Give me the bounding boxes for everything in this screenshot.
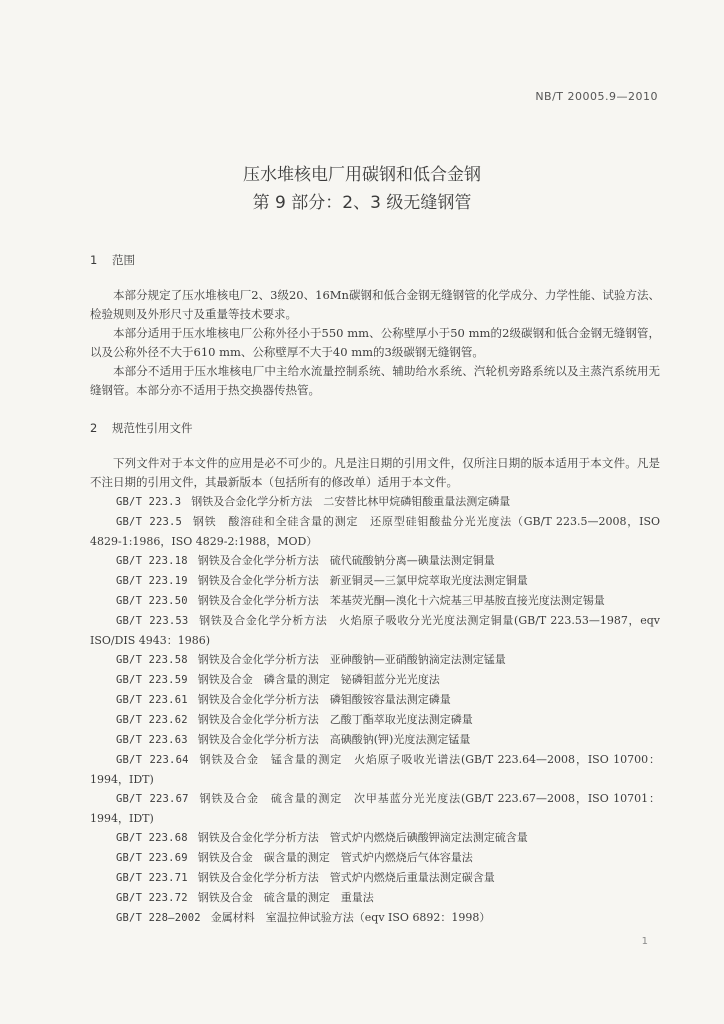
section-title: 规范性引用文件 [112, 421, 193, 435]
reference-item [90, 670, 660, 690]
reference-title: 钢铁及合金 碳含量的测定 管式炉内燃烧后气体容量法 [197, 851, 473, 864]
reference-title: 钢铁及合金化学分析方法 管式炉内燃烧后重量法测定碳含量 [197, 871, 495, 884]
reference-title: 钢铁及合金化学分析方法 管式炉内燃烧后碘酸钾滴定法测定硫含量 [197, 831, 528, 844]
section-title: 范围 [112, 253, 135, 267]
standard-code: NB/T 20005.9—2010 [535, 90, 658, 103]
reference-item [90, 591, 660, 611]
reference-title: 钢铁及合金化学分析方法 高碘酸钠(钾)光度法测定锰量 [197, 733, 471, 746]
reference-code: GB/T 223.18 [116, 555, 188, 567]
reference-item [90, 848, 660, 868]
reference-item [90, 571, 660, 591]
reference-code: GB/T 223.63 [116, 734, 188, 746]
reference-title: 金属材料 室温拉伸试验方法（eqv ISO 6892：1998） [210, 911, 491, 924]
reference-item [90, 710, 660, 730]
reference-code: GB/T 223.69 [116, 852, 188, 864]
reference-item [90, 690, 660, 710]
reference-code: GB/T 223.64 [116, 754, 189, 766]
reference-item [90, 551, 660, 571]
reference-code: GB/T 223.58 [116, 654, 188, 666]
scope-paragraph: 本部分适用于压水堆核电厂公称外径小于550 mm、公称壁厚小于50 mm的2级碳钢和低合金钢无缝钢管，以及公称外径不大于610 mm、公称壁厚不大于40 mm的3级碳钢无缝钢管。 [90, 326, 660, 359]
scope-paragraph: 本部分规定了压水堆核电厂2、3级20、16Mn碳钢和低合金钢无缝钢管的化学成分、力学性能、试验方法、检验规则及外形尺寸及重量等技术要求。 [90, 288, 660, 321]
section-heading-normative-references [90, 420, 193, 436]
reference-item [90, 512, 660, 551]
reference-code: GB/T 223.59 [116, 674, 188, 686]
reference-title: 钢铁及合金化学分析方法 磷钼酸铵容量法测定磷量 [197, 693, 451, 706]
references-intro: 下列文件对于本文件的应用是必不可少的。凡是注日期的引用文件，仅所注日期的版本适用于本文件。凡是不注日期的引用文件，其最新版本（包括所有的修改单）适用于本文件。 [90, 456, 660, 489]
reference-item [90, 888, 660, 908]
reference-title: 钢铁及合金化学分析方法 乙酸丁酯萃取光度法测定磷量 [197, 713, 473, 726]
reference-title: 钢铁及合金化学分析方法 新亚铜灵—三氯甲烷萃取光度法测定铜量 [197, 574, 528, 587]
reference-code: GB/T 223.53 [116, 615, 189, 627]
reference-item [90, 650, 660, 670]
page-number: 1 [641, 936, 648, 947]
reference-item [90, 789, 660, 828]
reference-title: 钢铁及合金 磷含量的测定 铋磷钼蓝分光光度法 [197, 673, 440, 686]
reference-code: GB/T 223.71 [116, 872, 188, 884]
reference-title: 钢铁 酸溶硅和全硅含量的测定 还原型硅钼酸盐分光光度法（GB/T 223.5—2008，ISO 4829-1:1986，ISO 4829-2:1988，MOD） [90, 515, 661, 548]
reference-code: GB/T 223.5 [116, 516, 183, 528]
reference-title: 钢铁及合金 硫含量的测定 次甲基蓝分光光度法(GB/T 223.67—2008，ISO 10701：1994，IDT) [90, 792, 660, 825]
reference-code: GB/T 223.72 [116, 892, 188, 904]
reference-title: 钢铁及合金 硫含量的测定 重量法 [197, 891, 374, 904]
reference-code: GB/T 223.68 [116, 832, 188, 844]
reference-item [90, 750, 660, 789]
reference-code: GB/T 223.61 [116, 694, 188, 706]
reference-title: 钢铁及合金化学分析方法 火焰原子吸收分光光度法测定铜量(GB/T 223.53—1987，eqv ISO/DIS 4943：1986) [90, 614, 660, 647]
reference-item [90, 492, 660, 512]
reference-title: 钢铁及合金 锰含量的测定 火焰原子吸收光谱法(GB/T 223.64—2008，ISO 10700：1994，IDT) [90, 753, 660, 786]
scope-paragraph: 本部分不适用于压水堆核电厂中主给水流量控制系统、辅助给水系统、汽轮机旁路系统以及主蒸汽系统用无缝钢管。本部分亦不适用于热交换器传热管。 [90, 364, 660, 397]
reference-item [90, 730, 660, 750]
section-number: 2 [90, 421, 98, 435]
reference-item [90, 611, 660, 650]
reference-code: GB/T 223.50 [116, 595, 188, 607]
reference-item [90, 828, 660, 848]
reference-code: GB/T 223.19 [116, 575, 188, 587]
reference-code: GB/T 223.3 [116, 496, 182, 508]
section-number: 1 [90, 253, 98, 267]
reference-code: GB/T 223.67 [116, 793, 189, 805]
document-title: 压水堆核电厂用碳钢和低合金钢 [243, 165, 481, 185]
reference-title: 钢铁及合金化学分析方法 二安替比林甲烷磷钼酸重量法测定磷量 [191, 495, 511, 508]
document-subtitle: 第 9 部分：2、3 级无缝钢管 [252, 193, 472, 213]
reference-code: GB/T 228—2002 [116, 912, 201, 924]
reference-item [90, 868, 660, 888]
reference-title: 钢铁及合金化学分析方法 苯基荧光酮—溴化十六烷基三甲基胺直接光度法测定锡量 [197, 594, 605, 607]
reference-item [90, 908, 660, 928]
reference-title: 钢铁及合金化学分析方法 硫代硫酸钠分离—碘量法测定铜量 [197, 554, 495, 567]
reference-title: 钢铁及合金化学分析方法 亚砷酸钠—亚硝酸钠滴定法测定锰量 [197, 653, 506, 666]
reference-list [90, 492, 660, 928]
section-heading-scope [90, 252, 135, 268]
reference-code: GB/T 223.62 [116, 714, 188, 726]
